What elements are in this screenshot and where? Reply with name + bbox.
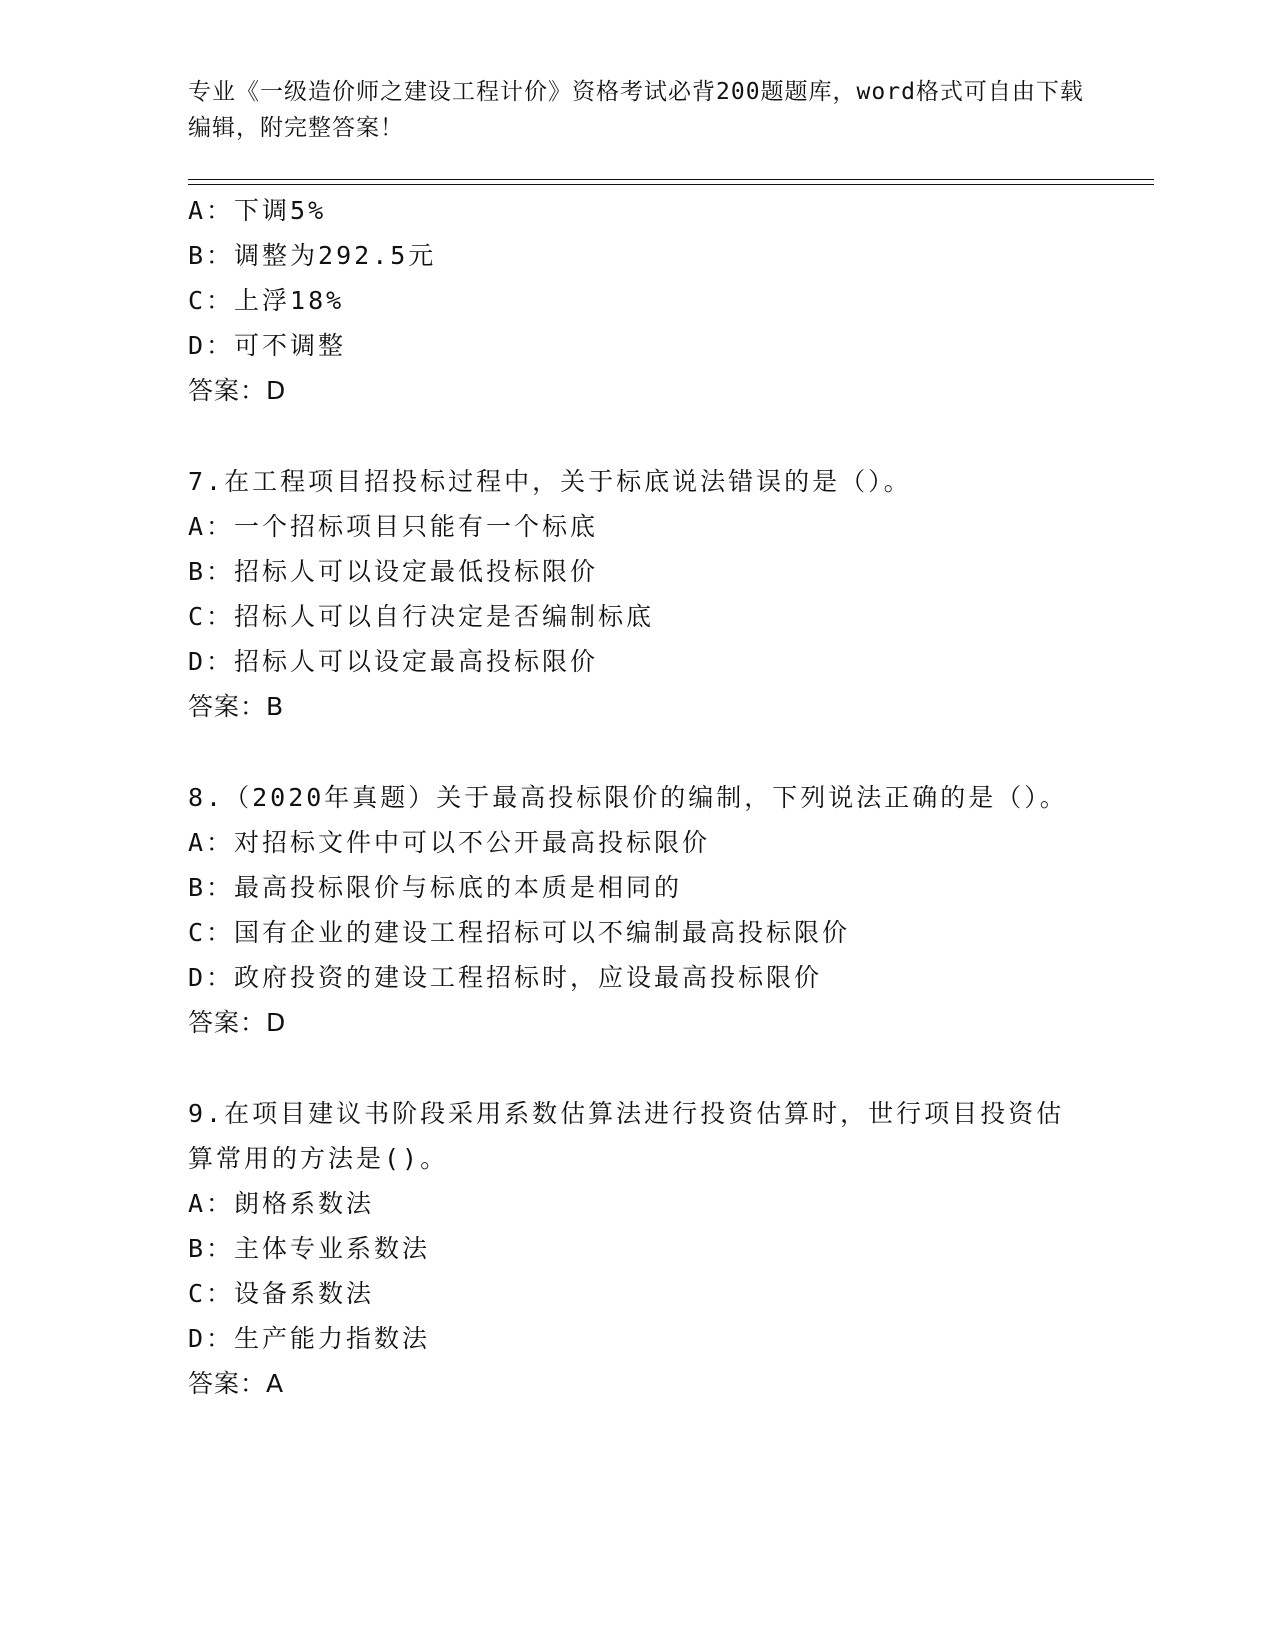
option-d: D：招标人可以设定最高投标限价 [188, 647, 599, 676]
question-text: 9.在项目建议书阶段采用系数估算法进行投资估算时，世行项目投资估算常用的方法是()。 [188, 1099, 1065, 1173]
option-b: B：最高投标限价与标底的本质是相同的 [188, 873, 683, 902]
question-block-8 [188, 775, 1088, 1045]
question-block-9 [188, 1091, 1088, 1406]
option-b: B：调整为292.5元 [188, 241, 437, 270]
question-block-7 [188, 459, 1088, 729]
answer-line: 答案：B [188, 692, 285, 721]
option-c: C：国有企业的建设工程招标可以不编制最高投标限价 [188, 918, 851, 947]
option-a: A：下调5% [188, 196, 327, 225]
spacer [188, 413, 1088, 459]
header-divider [188, 179, 1154, 185]
option-d: D：政府投资的建设工程招标时，应设最高投标限价 [188, 963, 823, 992]
option-d: D：可不调整 [188, 331, 347, 360]
option-c: C：招标人可以自行决定是否编制标底 [188, 602, 655, 631]
spacer [188, 1045, 1088, 1091]
document-header: 专业《一级造价师之建设工程计价》资格考试必背200题题库，word格式可自由下载编辑，附完整答案！ [188, 79, 1084, 141]
option-c: C：设备系数法 [188, 1279, 375, 1308]
option-c: C：上浮18% [188, 286, 345, 315]
question-list [188, 188, 1088, 1406]
answer-line: 答案：D [188, 376, 287, 405]
question-text: 7.在工程项目招投标过程中，关于标底说法错误的是（）。 [188, 467, 912, 496]
answer-line: 答案：A [188, 1369, 285, 1398]
answer-line: 答案：D [188, 1008, 287, 1037]
option-b: B：招标人可以设定最低投标限价 [188, 557, 599, 586]
option-b: B：主体专业系数法 [188, 1234, 431, 1263]
option-a: A：朗格系数法 [188, 1189, 375, 1218]
option-a: A：对招标文件中可以不公开最高投标限价 [188, 828, 711, 857]
option-a: A：一个招标项目只能有一个标底 [188, 512, 599, 541]
question-text: 8.（2020年真题）关于最高投标限价的编制，下列说法正确的是（）。 [188, 783, 1068, 812]
spacer [188, 729, 1088, 775]
option-d: D：生产能力指数法 [188, 1324, 431, 1353]
question-block-6 [188, 188, 1088, 413]
